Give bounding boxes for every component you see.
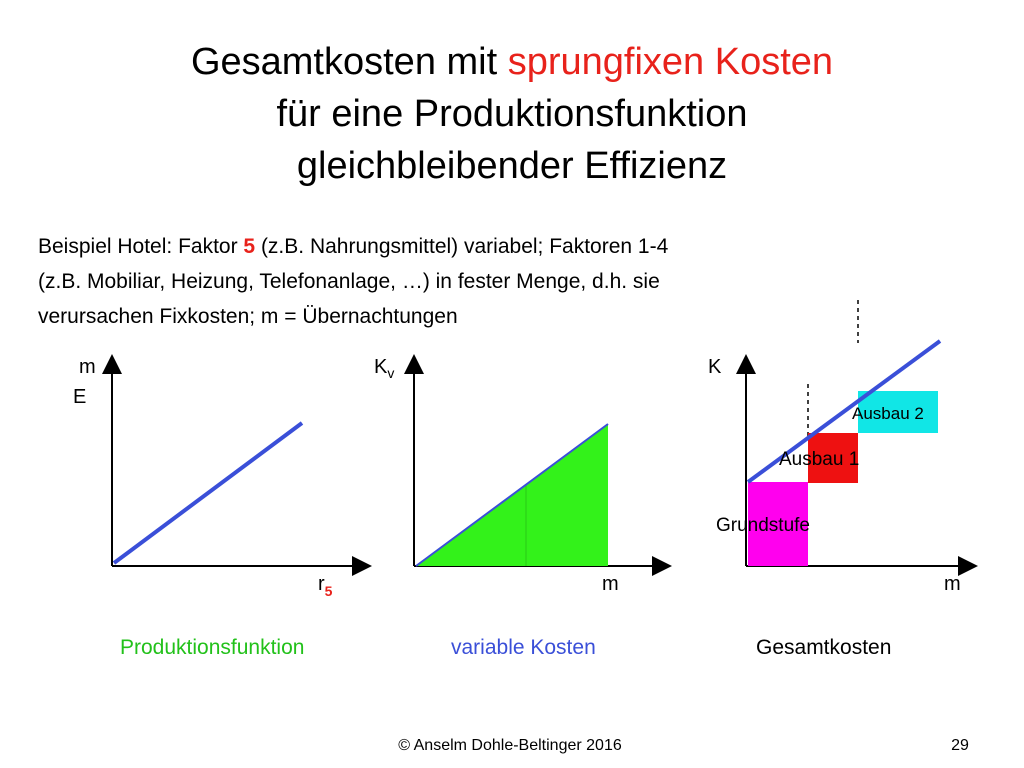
- intro-line-2: (z.B. Mobiliar, Heizung, Telefonanlage, …) in fester Menge, d.h. sie: [38, 270, 660, 293]
- title-line-2: für eine Produktionsfunktion: [276, 93, 748, 135]
- page-number: 29: [951, 737, 969, 754]
- left-caption: Produktionsfunktion: [120, 636, 305, 659]
- left-y-label-bottom: E: [73, 386, 87, 408]
- middle-caption: variable Kosten: [451, 636, 596, 659]
- title-line-3: gleichbleibender Effizienz: [296, 145, 728, 187]
- right-x-label: m: [944, 573, 961, 595]
- intro-line-1-rest: (z.B. Nahrungsmittel) variabel; Faktoren 1-4: [255, 235, 669, 258]
- title-highlight: sprungfixen Kosten: [507, 41, 834, 83]
- middle-x-label: m: [602, 573, 619, 595]
- intro-factor: 5: [243, 235, 256, 258]
- production-line: [114, 423, 302, 563]
- right-caption: Gesamtkosten: [756, 636, 892, 659]
- grundstufe-label: Grundstufe: [716, 515, 810, 536]
- footer-copyright: © Anselm Dohle-Beltinger 2016: [398, 737, 622, 754]
- variable-cost-diagram: [414, 364, 662, 566]
- left-y-label-top: m: [79, 356, 96, 378]
- right-y-label: K: [708, 356, 722, 378]
- production-function-diagram: [112, 364, 362, 566]
- left-x-label-subscript: 5: [324, 583, 333, 599]
- left-x-label: [318, 573, 332, 602]
- middle-y-label-main: K: [374, 356, 388, 378]
- intro-prefix: Beispiel Hotel: Faktor: [38, 235, 244, 258]
- intro-line-3: verursachen Fixkosten; m = Übernachtungen: [38, 305, 458, 328]
- ausbau-2-label: Ausbau 2: [852, 404, 924, 423]
- ausbau-1-label: Ausbau 1: [779, 449, 860, 470]
- title-line-1-start: Gesamtkosten mit: [190, 41, 508, 83]
- middle-y-label: [374, 356, 394, 384]
- left-x-label-main: r: [318, 573, 325, 595]
- middle-y-label-subscript: v: [387, 365, 395, 381]
